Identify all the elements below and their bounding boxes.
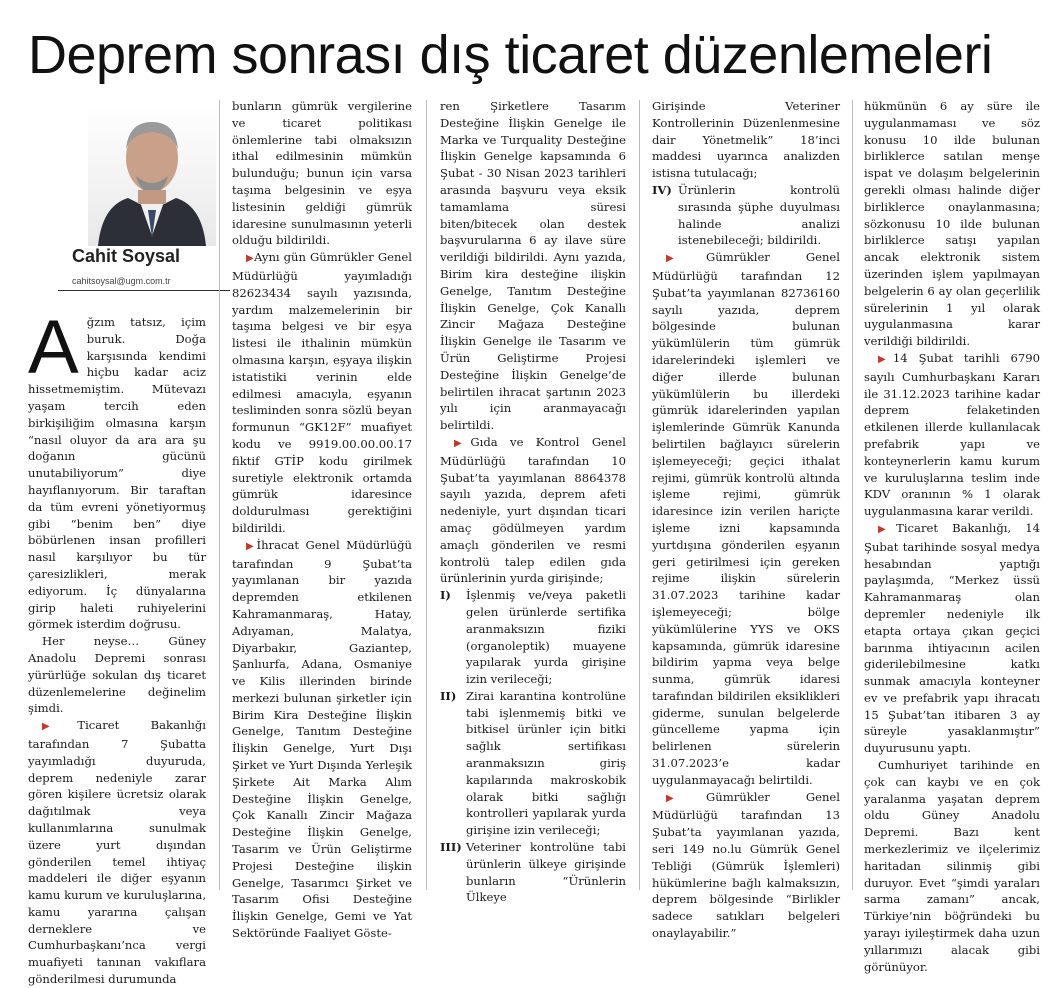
column-divider: [426, 100, 427, 890]
paragraph: Her neyse… Güney Anadolu Depremi sonrası yürürlüğe sokulan dış ticaret düzenlemelerine değinelim şimdi.: [28, 634, 206, 716]
list-item: III) Veteriner kontrolüne tabi ürünlerin ülkeye girişinde bunların “Ürünlerin Ülkeye: [440, 840, 626, 905]
author-divider: [58, 290, 230, 291]
paragraph: Cumhuriyet tarihinde en çok can kaybı ve en çok yaralanma yaşatan deprem oldu Güney Anadolu Depremi. Bazı kent merkezlerimiz ve ilçelerimiz haritadan silinmiş gibi duruyor. Evet “şimdi yaraları sarma zamanı” ancak, Türkiye’nin böğründeki bu yarayı iyileştirmek daha uzun yıllarımızı alacak gibi görünüyor.: [864, 758, 1040, 974]
column-5: [864, 98, 1040, 974]
headline: Deprem sonrası dış ticaret düzenlemeleri: [28, 25, 993, 85]
list-item: II) Zirai karantina kontrolüne tabi işlenmemiş bitki ve bitkisel ürünler için bitki sağlık sertifikası aranmaksızın giriş kapılarında makroskobik olarak bitki sağlığı kontrolleri yapılarak yurda girişine izin verileceği;: [440, 688, 626, 838]
paragraph: ▶Aynı gün Gümrükler Genel Müdürlüğü yayımladığı 82623434 sayılı yazısında, yardım malzemelerinin bir taşıma belgesi ve bir eşya listesi ile ithalinin mümkün olmasına karşın, eşyaya ilişkin istatistiki verinin elde edilmesi amacıyla, eşyanın tesliminden sonra sözlü beyan formunun “GK12F” muafiyet kodu ve 9919.00.00.00.17 fiktif GTİP kodu girilmek suretiyle elektronik ortamda gümrük idaresince doldurulması gerektiğini bildirildi.: [232, 250, 412, 535]
paragraph: bunların gümrük vergilerine ve ticaret politikası önlemlerine tabi olmaksızın ithal edilmesinin mümkün bulunduğu; bunun için varsa taşıma belgesinin ve eşya listesinin geldiği gümrük idaresine sunulmasının yeterli olduğu bildirildi.: [232, 99, 412, 248]
paragraph: ▶Gümrükler Genel Müdürlüğü tarafından 12 Şubat’ta yayımlanan 82736160 sayılı yazıda, deprem bölgesinde bulunan yükümlülerin tüm gümrük idarelerindeki işlemleri ve diğer illerde bulunan yükümlülerin bu illerdeki gümrük idarelerinden yapılan işlemlerinde Gümrük Kanunda belirtilen bağlayıcı sürelerin işlemeyeceği; geçici ithalat rejimi, gümrük kontrolü altında işleme rejimi, gümrük idaresince izin verilen hariçte işleme izni kapsamında yurtdışına gönderilen eşyanın geri getirilmesi için gereken rejime ilişkin sürelerin 31.07.2023 tarihine kadar işlemeyeceği; bölge yükümlülerine YYS ve OKS kapsamında, gümrük idaresine bildirim yapma veya belge sunma, gümrük idaresi tarafından bildirilen eksiklikleri giderme, sunulan belgelerde güncelleme yapma için belirlenen sürelerin 31.07.2023’e kadar uygulanmayacağı belirtildi.: [652, 250, 840, 787]
paragraph: ▶Gıda ve Kontrol Genel Müdürlüğü tarafından 10 Şubat’ta yayımlanan 8864378 sayılı yazıda, deprem afeti nedeniyle, yurt dışından ticari amaç gödülmeyen yardım amaçlı gönderilen ve resmi kontrolü talep edilen gıda ürünlerinin yurda girişinde;: [440, 434, 626, 586]
column-divider: [639, 100, 640, 890]
list-item: IV) Ürünlerin kontrolü sırasında şüphe duyulması halinde analizi istenebileceği; bildirildi.: [652, 182, 840, 248]
bullet-triangle-icon: ▶: [666, 253, 706, 265]
drop-cap: A: [28, 305, 79, 390]
column-4: [652, 98, 840, 941]
paragraph: ▶Gümrükler Genel Müdürlüğü tarafından 13 Şubat’ta yayımlanan yazıda, seri 149 no.lu Gümrük Genel Tebliği (Gümrük İşlemleri) hükümlerine bağlı kalmaksızın, deprem bölgesinde “Birlikler sadece satıkları belgeleri onaylayabilir.”: [652, 789, 840, 941]
list-item: I) İşlenmiş ve/veya paketli gelen ürünlerde sertifika aranmaksızın fiziki (organoleptik) muayene yapılarak yurda girişine izin verileceği;: [440, 588, 626, 687]
author-photo: [88, 106, 216, 246]
bullet-triangle-icon: ▶: [878, 353, 893, 365]
bullet-triangle-icon: ▶: [454, 437, 471, 449]
paragraph: ▶Ticaret Bakanlığı, 14 Şubat tarihinde sosyal medya hesabından yaptığı paylaşımda, “Merkez üssü Kahramanmaraş olan depremler nedeniyle ilk etapta ortaya çıkan geçici barınma ihtiyacının acilen giderilebilmesine katkı sunmak amacıyla konteyner ev ve prefabrik yapı ihracatı 15 Şubat’tan itibaren 3 ay süreyle yasaklanmıştır” duyurusunu yaptı.: [864, 520, 1040, 756]
bullet-triangle-icon: ▶: [878, 523, 897, 535]
column-divider: [852, 100, 853, 890]
author-email: cahitsoysal@ugm.com.tr: [72, 276, 171, 286]
column-3: [440, 98, 626, 905]
paragraph: Girişinde Veteriner Kontrollerinin Düzenlenmesine dair Yönetmelik” 18’inci maddesi uyarınca analizden istisna tutulacağı;: [652, 99, 840, 181]
author-box: [28, 98, 206, 298]
author-name: Cahit Soysal: [72, 246, 181, 266]
paragraph: hükmünün 6 ay süre ile uygulanmaması ve söz konusu 10 ilde bulunan birliklerce satılan menşe ispat ve dolaşım belgelerinin gerekli olması halinde diğer birliklerce onaylanmasına; sözkonusu 10 ilde bulunan birliklerce satışı yapılan ancak elektronik sistem üzerinden işlem yapılmayan belgelerin 6 ay olan geçerlilik sürelerinin 1 yıl olarak uygulanmasına karar verildiği bildirildi.: [864, 99, 1040, 349]
intro-paragraph: Ağzım tatsız, içim buruk. Doğa karşısında kendimi hiçbu kadar aciz hissetmemiştim. Mütevazı yaşam tercih eden birkişiliğim olmasına karşın “nasıl oluyor da ara ara şu doğanın gücünü unutabiliyorum” diye hayıflanıyorum. Bir taraftan da tüm evreni yönetiyormuş gibi “benim ben” diye böbürlenen insan profilleri nasıl karşılıyor bu tür çaresizlikleri, merak ediyorum. İç dünyalarına girip haleti ruhiyelerini görmek isterdim doğrusu.: [28, 305, 206, 632]
paragraph: ▶Ticaret Bakanlığı tarafından 7 Şubatta yayımladığı duyuruda, deprem nedeniyle zarar gören kişilere ücretsiz olarak dağıtılmak veya kullanımlarına sunulmak üzere yurt dışından gönderilen temel ihtiyaç maddeleri ile diğer eşyanın kamu kurum ve kuruluşlarına, kamu yararına çalışan derneklere ve Cumhurbaşkanı’nca vergi muafiyeti tanınan vakıflara gönderilmesi durumunda: [28, 718, 206, 987]
column-1: [28, 98, 206, 987]
column-2: [232, 98, 412, 941]
bullet-triangle-icon: ▶: [42, 721, 78, 733]
paragraph: ▶İhracat Genel Müdürlüğü tarafından 9 Şubat’ta yayımlanan bir yazıda depremden etkilenen Kahramanmaraş, Hatay, Adıyaman, Malatya, Diyarbakır, Gaziantep, Şanlıurfa, Adana, Osmaniye ve Kilis illerinden birinde merkezi bulunan şirketler için Birim Kira Desteğine İlişkin Genelge, Tanıtım Desteğine İlişkin Genelge, Yurt Dışı Şirket ve Yurt Dışında Yerleşik Şirkete Ait Marka Alım Desteğine İlişkin Genelge, Çok Kanallı Zincir Mağaza Desteğine İlişkin Genelge, Tasarım ve Ürün Geliştirme Projesi Desteğine ilişkin Genelge, Tasarımcı Şirket ve Tasarım Ofisi Desteğine İlişkin Genelge, Gemi ve Yat Sektöründe Faaliyet Göste-: [232, 537, 412, 941]
bullet-triangle-icon: ▶: [246, 540, 257, 552]
bullet-triangle-icon: ▶: [246, 253, 254, 265]
paragraph: ▶14 Şubat tarihli 6790 sayılı Cumhurbaşkanı Kararı ile 31.12.2023 tarihine kadar deprem felaketinden etkilenen illerde kullanılacak prefabrik yapı ve konteynerlerin kamu kurum ve kuruluşlarına teslim inde KDV oranının % 1 olarak uygulanmasına karar verildi.: [864, 350, 1040, 519]
paragraph: ren Şirketlere Tasarım Desteğine İlişkin Genelge ile Marka ve Turquality Desteğine İlişkin Genelge kapsamında 6 Şubat - 30 Nisan 2023 tarihleri arasında başvuru veya eksik tamamlama süresi biten/bitecek olan destek başvurularına 6 ay ilave süre verildiği bildirildi. Aynı yazıda, Birim kira desteğine ilişkin Genelge, Tanıtım Desteğine İlişkin Genelge, Çok Kanallı Zincir Mağaza Desteğine İlişkin Genelge ile Tasarım ve Ürün Geliştirme Projesi Desteğine İlişkin Genelge’de belirtilen ihracat şartının 2023 yılı için aranmayacağı belirtildi.: [440, 99, 626, 433]
column-divider: [219, 100, 220, 890]
bullet-triangle-icon: ▶: [666, 792, 706, 804]
